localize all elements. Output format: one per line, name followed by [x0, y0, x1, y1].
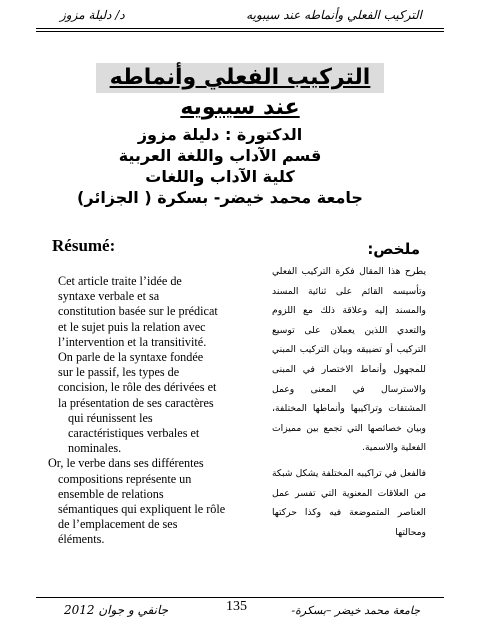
- resume-line: compositions représente un: [58, 471, 192, 486]
- footer-date: جانفي و جوان 2012: [64, 603, 169, 617]
- resume-line: On parle de la syntaxe fondée: [58, 350, 204, 365]
- running-title: التركيب الفعلي وأنماطه عند سيبويه: [246, 8, 422, 22]
- arabic-summary-heading: ملخص:: [367, 240, 420, 258]
- arabic-summary-text: [272, 262, 426, 542]
- resume-line: concision, le rôle des dérivées et: [58, 380, 217, 395]
- resume-line: syntaxe verbale et sa: [58, 289, 160, 304]
- header-author: د/ دليلة مزوز: [60, 8, 125, 22]
- article-title: التركيب الفعلي وأنماطه عند سيبويه: [96, 63, 384, 93]
- resume-line: Cet article traite l’idée de: [58, 274, 182, 288]
- resume-line: de l’emplacement de ses: [58, 517, 178, 532]
- resume-text: [48, 274, 246, 548]
- resume-line: qui réunissent les: [68, 410, 153, 425]
- header-rule: [36, 28, 444, 29]
- resume-line: constitution basée sur le prédicat: [58, 304, 218, 319]
- resume-line: sur le passif, les types de: [58, 365, 180, 380]
- author-university: جامعة محمد خيضر- بسكرة ( الجزائر): [77, 188, 363, 207]
- author-name: الدكتورة : دليلة مزوز: [137, 125, 303, 144]
- resume-line: ensemble de relations: [58, 486, 164, 501]
- resume-line: sémantiques qui expliquent le rôle: [58, 502, 226, 517]
- arabic-paragraph-2: فالفعل في تراكيبه المختلفة يشكل شبكة من العلاقات المعنوية التي تفسر عمل العناصر المتموضعة فيه وكذا حركتها ومحالتها: [272, 467, 426, 538]
- author-faculty: كلية الآداب واللغات: [145, 167, 295, 186]
- author-block: [30, 124, 410, 208]
- footer-university: جامعة محمد خيضر –بسكرة-: [291, 604, 420, 617]
- page-number: 135: [226, 599, 247, 614]
- header-rule-second: [36, 31, 444, 32]
- resume-line: Or, le verbe dans ses différentes: [48, 456, 204, 471]
- arabic-paragraph-1: يطرح هذا المقال فكرة التركيب الفعلي وتأسيسه القائم على ثنائية المسند والمسند إليه وعلاقة ذلك مع اللزوم والتعدي اللذين يعملان على توسيع التركيب أو تضييقه وبيان التركيب المبني للمجهول وأنماط الاختصار في المبنى والاسترسال في المعنى وعمل المشتقات وتراكيبها وأنماطها المختلفة، وبيان خصائصها التي تجمع بين مميزات الفعلية والاسمية.: [272, 266, 426, 454]
- resume-line: éléments.: [58, 532, 105, 547]
- resume-line: nominales.: [68, 441, 122, 456]
- footer-rule: [36, 597, 444, 598]
- resume-line: et le sujet puis la relation avec: [58, 319, 206, 334]
- resume-line: la présentation de ses caractères: [58, 395, 214, 410]
- author-department: قسم الآداب واللغة العربية: [118, 146, 322, 165]
- resume-heading: Résumé:: [52, 236, 116, 255]
- resume-line: caractéristiques verbales et: [68, 426, 200, 441]
- resume-line: l’intervention et la transitivité.: [58, 334, 207, 349]
